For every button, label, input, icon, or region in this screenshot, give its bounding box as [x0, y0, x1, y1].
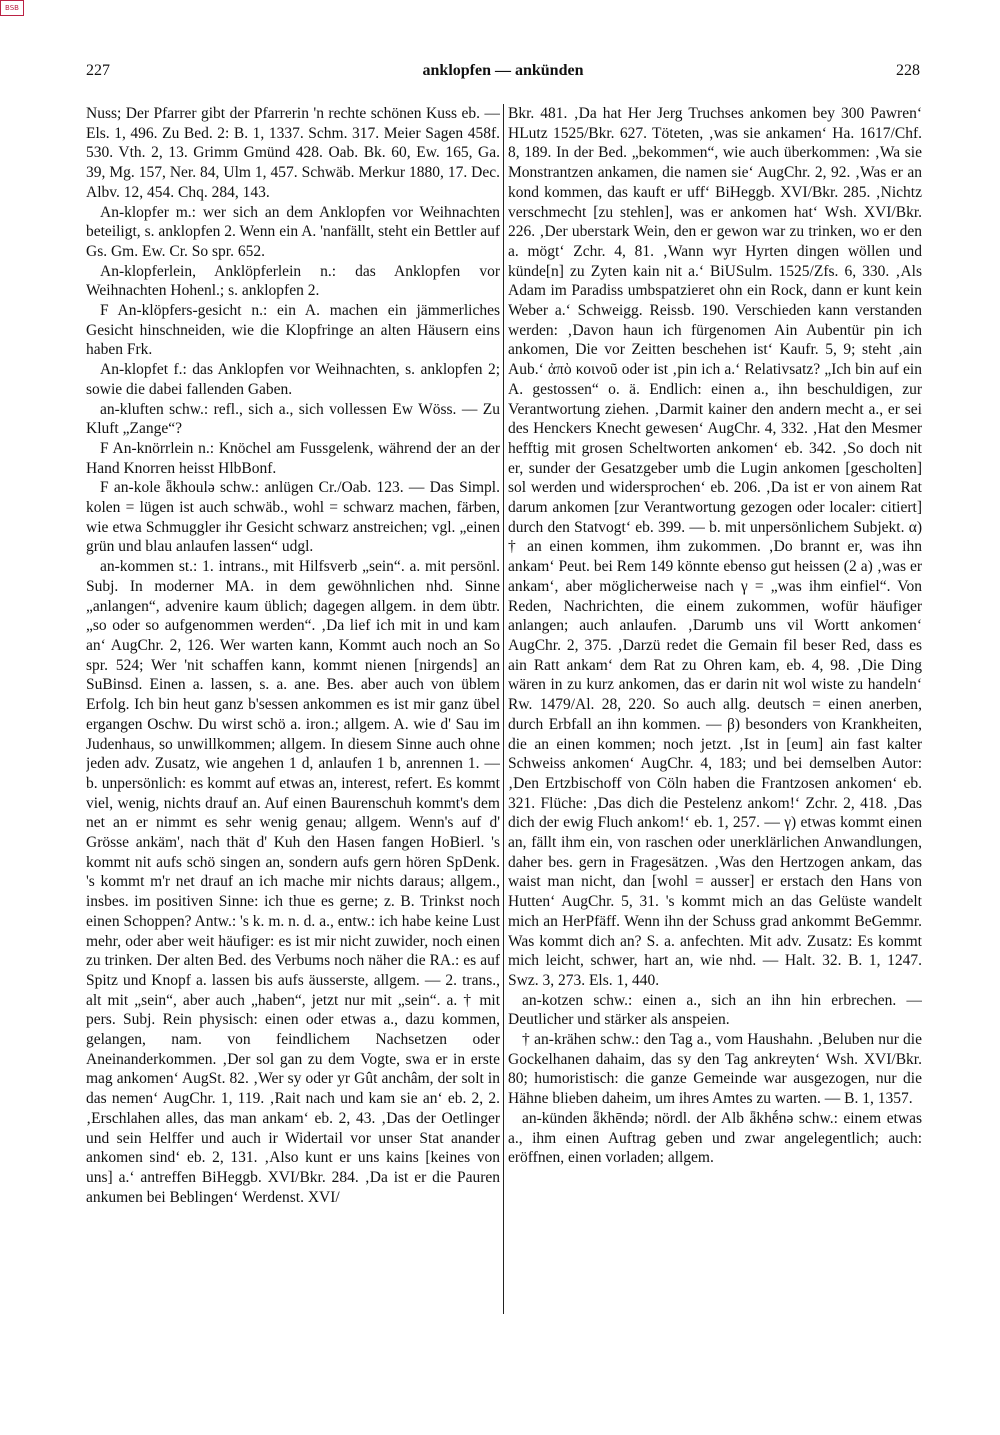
entry-paragraph: Bkr. 481. ‚Da hat Her Jerg Truchses ankomen bey 300 Pawren‘ HLutz 1525/Bkr. 627. Töteten, ‚was sie ankamen‘ Ha. 1617/Chf. 8, 189. In der Bed. „bekommen“, wie auch überkommen: ‚Wa sie Monstrantzen ankamen, die namen sie‘ AugChr. 2, 92. ‚Was er an kond kommen, das kauft er uff‘ BiHeggb. XVI/Bkr. 285. ‚Nichtz verschmecht [zu stehlen], was er ankomen hat‘ Wsh. XVI/Bkr. 226. ‚Der uberstark Wein, den er gewon war zu trinken, wo er den a. mögt‘ Zchr. 4, 81. ‚Wann wyr Hyrten dingen wöllen und künde[n] zu Zyten kain nit a.‘ BiUSulm. 1525/Zfs. 6, 330. ‚Als Adam im Paradiss umbspatzieret ohn ein Rock, dann er kunt kein Weber a.‘ Schweigg. Reissb. 190. Verschieden kann verstanden werden: ‚Davon haun ich fürgenomen Ain Aubentür pin ich ankomen, Die vor Zeitten beschehen ist‘ Kaufr. 5, 9; steht ‚ain Aub.‘ ἀπὸ κοινοῦ oder ist ‚pin ich a.‘ Relativsatz? „Ich bin auf ein A. gestossen“ o. ä. Endlich: einen a., ihn beschuldigen, zur Verantwortung ziehen. ‚Darmit kainer den andern mecht a., er sei des Henckers Knecht gewesen‘ AugChr. 4, 332. ‚Hat den Mesmer hefftig mit grosen Scheltworten ankomen‘ eb. 342. ‚So doch nit er, sunder der Gesatzgeber umb die Lugin ankomen [gescholten] sol werden und widersprochen‘ eb. 206. ‚Da ist er von ainem Rat darum ankomen [zur Verantwortung gezogen oder localer: citiert] durch den Statvogt‘ eb. 399. — b. mit unpersönlichem Subjekt. α) † an einen kommen, ihm zukommen. ‚Do brannt er, was ihn ankam‘ Peut. bei Rem 149 könnte ebenso gut heissen (2 a) ‚was er ankam‘, aber möglicherweise nach γ = „was ihm einfiel“. Von Reden, Nachrichten, die einem zukommen, wofür häufiger anlangen; auch anlaufen. ‚Darumb uns vil Wortt ankomen‘ AugChr. 2, 375. ‚Darzü redet die Gemain fil beser Red, dass es ain Ratt ankam‘ dem Rat zu Ohren kam, eb. 4, 98. ‚Die Ding wären in zu kurz ankomen, das er darin nit wol wiste zu handeln‘ Rw. 1479/Al. 28, 220. So auch allg. deutsch = einen anerben, durch Erbfall an ihn kommen. — β) besonders von Krankheiten, die an einen kommen; noch jetzt. ‚Ist in [eum] ain fast kalter Schweiss ankomen‘ AugChr. 4, 183; und bei demselben Autor: ‚Den Ertzbischoff von Cöln haben die Frantzosen ankomen‘ eb. 321. Flüche: ‚Das dich die Pestelenz ankom!‘ Zchr. 2, 418. ‚Das dich der ewig Fluch ankom!‘ eb. 1, 257. — γ) etwas kommt einen an, fällt ihm ein, von raschen oder unerklärlichen Anwandlungen, daher bes. gern in Fragesätzen. ‚Was den Hertzogen ankam, das waist man nicht, dan [wohl = ausser] er erstach den Hans von Hutten‘ AugChr. 5, 31. 's kommt mich an das Gelüste wandelt mich an HerPfäff. Wenn ihn der Schuss grad ankommt BeGemmr. Was kommt dich an? S. a. anfechten. Mit adv. Zusatz: Es kommt mich leicht, schwer, hart an, wie nhd. — Halt. 32. B. 1, 1247. Swz. 3, 273. Els. 1, 440. [508, 105, 922, 989]
entry-paragraph: an-kommen st.: 1. intrans., mit Hilfsverb „sein“. a. mit persönl. Subj. In moderner MA. in dem gewöhnlichen nhd. Sinne „anlangen“, advenire kaum üblich; dagegen allgem. in dem übtr. „so oder so aufgenommen werden“. ‚Da lief ich mit in und kam an‘ AugChr. 2, 126. Wer warten kann, Kommt auch noch an So spr. 524; Wer 'nit schaffen kann, kommt nienen [nirgends] an SuBinsd. Einen a. lassen, s. a. ane. Bes. aber auch von üblem Erfolg. Ich bin heut ganz b'sessen ankommen es ist mir ganz übel ergangen Oschw. Du wirst schö a. iron.; allgem. A. wie d' Sau im Judenhaus, so unwillkommen; allgem. In diesem Sinne auch ohne jeden adv. Zusatz, wie angehen 1 d, anlaufen 1 b, anrennen 1. — b. unpersönlich: es kommt auf etwas an, interest, refert. Es kommt viel, wenig, nichts drauf an. Auf einen Baurenschuh kommt's dem net an er nimmt es sehr wenig genau; allgem. Wenn's auf d' Grösse ankäm', nach thät d' Kuh den Hasen fangen HoBierl. 's kommt nit aufs schö singen an, sondern aufs gern hören SpDenk. 's kommt m'r net drauf an ich mache mir nichts daraus; allgem., insbes. im positiven Sinne: ich thue es gerne; z. B. Trinkst noch einen Schoppen? Antw.: 's k. m. n. d. a., entw.: ich habe keine Lust mehr, oder aber weit häufiger: es ist mir nicht zuwider, noch einen zu trinken. Der alten Bed. des Verbums noch näher die RA.: es auf Spitz und Knopf a. lassen bis aufs äusserste, allgem. — 2. trans., alt mit „sein“, aber auch „haben“, jetzt nur mit „sein“. a. † mit pers. Subj. Rein physisch: einen oder etwas a., dazu kommen, gelangen, nam. von feindlichem Nachsetzen oder Aneinanderkommen. ‚Der sol gan zu dem Vogte, swa er in erste mag ankomen‘ AugSt. 82. ‚Wer sy oder yr Gût anchâm, der solt in das nemen‘ AugChr. 1, 119. ‚Rait nach und kam sie an‘ eb. 2, 2. ‚Erschlahen alles, das man ankam‘ eb. 2, 43. ‚Das der Oetlinger und sein Helffer und auch ir Widertail vor unser Stat anander ankomen sind‘ eb. 2, 131. ‚Also kunt er uns kains [keines von uns] a.‘ antreffen BiHeggb. XVI/Bkr. 284. ‚Da ist er die Pauren ankumen bei Beblingen‘ Werdenst. XVI/ [86, 558, 500, 1206]
library-stamp: BSB [0, 0, 24, 16]
entry-paragraph: An-klopfet f.: das Anklopfen vor Weihnachten, s. anklopfen 2; sowie die dabei fallenden Gaben. [86, 361, 500, 398]
entry-paragraph: F An-klöpfers-gesicht n.: ein A. machen ein jämmerliches Gesicht hinschneiden, wie die Klopfringe an alten Häusern eins haben Frk. [86, 302, 500, 359]
running-title: anklopfen — ankünden [422, 62, 584, 79]
entry-paragraph: † an-krähen schw.: den Tag a., vom Haushahn. ‚Beluben nur die Gockelhanen dahaim, das sy den Tag ankreyten‘ Wsh. XVI/Bkr. 80; humoristisch: die ganze Gemeinde war ausgezogen, nur die Hähne blieben daheim, um ihres Amtes zu warten. — B. 1, 1357. [508, 1031, 922, 1108]
column-divider [503, 104, 504, 1314]
entry-paragraph: F an-kole ǟkhoulə schw.: anlügen Cr./Oab. 123. — Das Simpl. kolen = lügen ist auch schwäb., wohl = schwarz machen, färben, wie etwa Schmuggler ihr Gesicht schwarz anstreichen; vgl. „einen grün und blau anlaufen lassen“ udgl. [86, 479, 500, 556]
entry-paragraph: An-klopferlein, Anklöpferlein n.: das Anklopfen vor Weihnachten Hohenl.; s. anklopfen 2. [86, 262, 500, 300]
right-column [508, 104, 922, 1314]
entry-paragraph: F An-knörrlein n.: Knöchel am Fussgelenk, während der an der Hand Knorren heisst HlbBonf. [86, 439, 500, 477]
entry-paragraph: an-kotzen schw.: einen a., sich an ihn hin erbrechen. — Deutlicher und stärker als anspeien. [508, 991, 922, 1029]
page-header [86, 62, 920, 88]
entry-paragraph: An-klopfer m.: wer sich an dem Anklopfen vor Weihnachten beteiligt, s. anklopfen 2. Wenn ein A. 'nanfällt, steht ein Bettler auf Gs. Gm. Ew. Cr. So spr. 652. [86, 203, 500, 260]
entry-paragraph: Nuss; Der Pfarrer gibt der Pfarrerin 'n rechte schönen Kuss eb. — Els. 1, 496. Zu Bed. 2: B. 1, 1337. Schm. 317. Meier Sagen 458f. 530. Vth. 2, 13. Grimm Gmünd 428. Oab. Bk. 60, Ew. 165, Ga. 39, Mg. 157, Ner. 84, Ulm 1, 457. Schwäb. Merkur 1880, 17. Dec. Albv. 12, 454. Chq. 284, 143. [86, 105, 500, 201]
entry-paragraph: an-künden ǟkhēndə; nördl. der Alb ǟkhḗnə schw.: einem etwas a., ihm einen Auftrag geben und zwar angelegentlich; auch: eröffnen, einen vorladen; allgem. [508, 1109, 922, 1167]
page-number-left: 227 [86, 62, 110, 79]
page-number-right: 228 [896, 62, 920, 79]
left-column [86, 104, 500, 1314]
entry-paragraph: an-kluften schw.: refl., sich a., sich vollessen Ew Wöss. — Zu Kluft „Zange“? [86, 400, 500, 438]
